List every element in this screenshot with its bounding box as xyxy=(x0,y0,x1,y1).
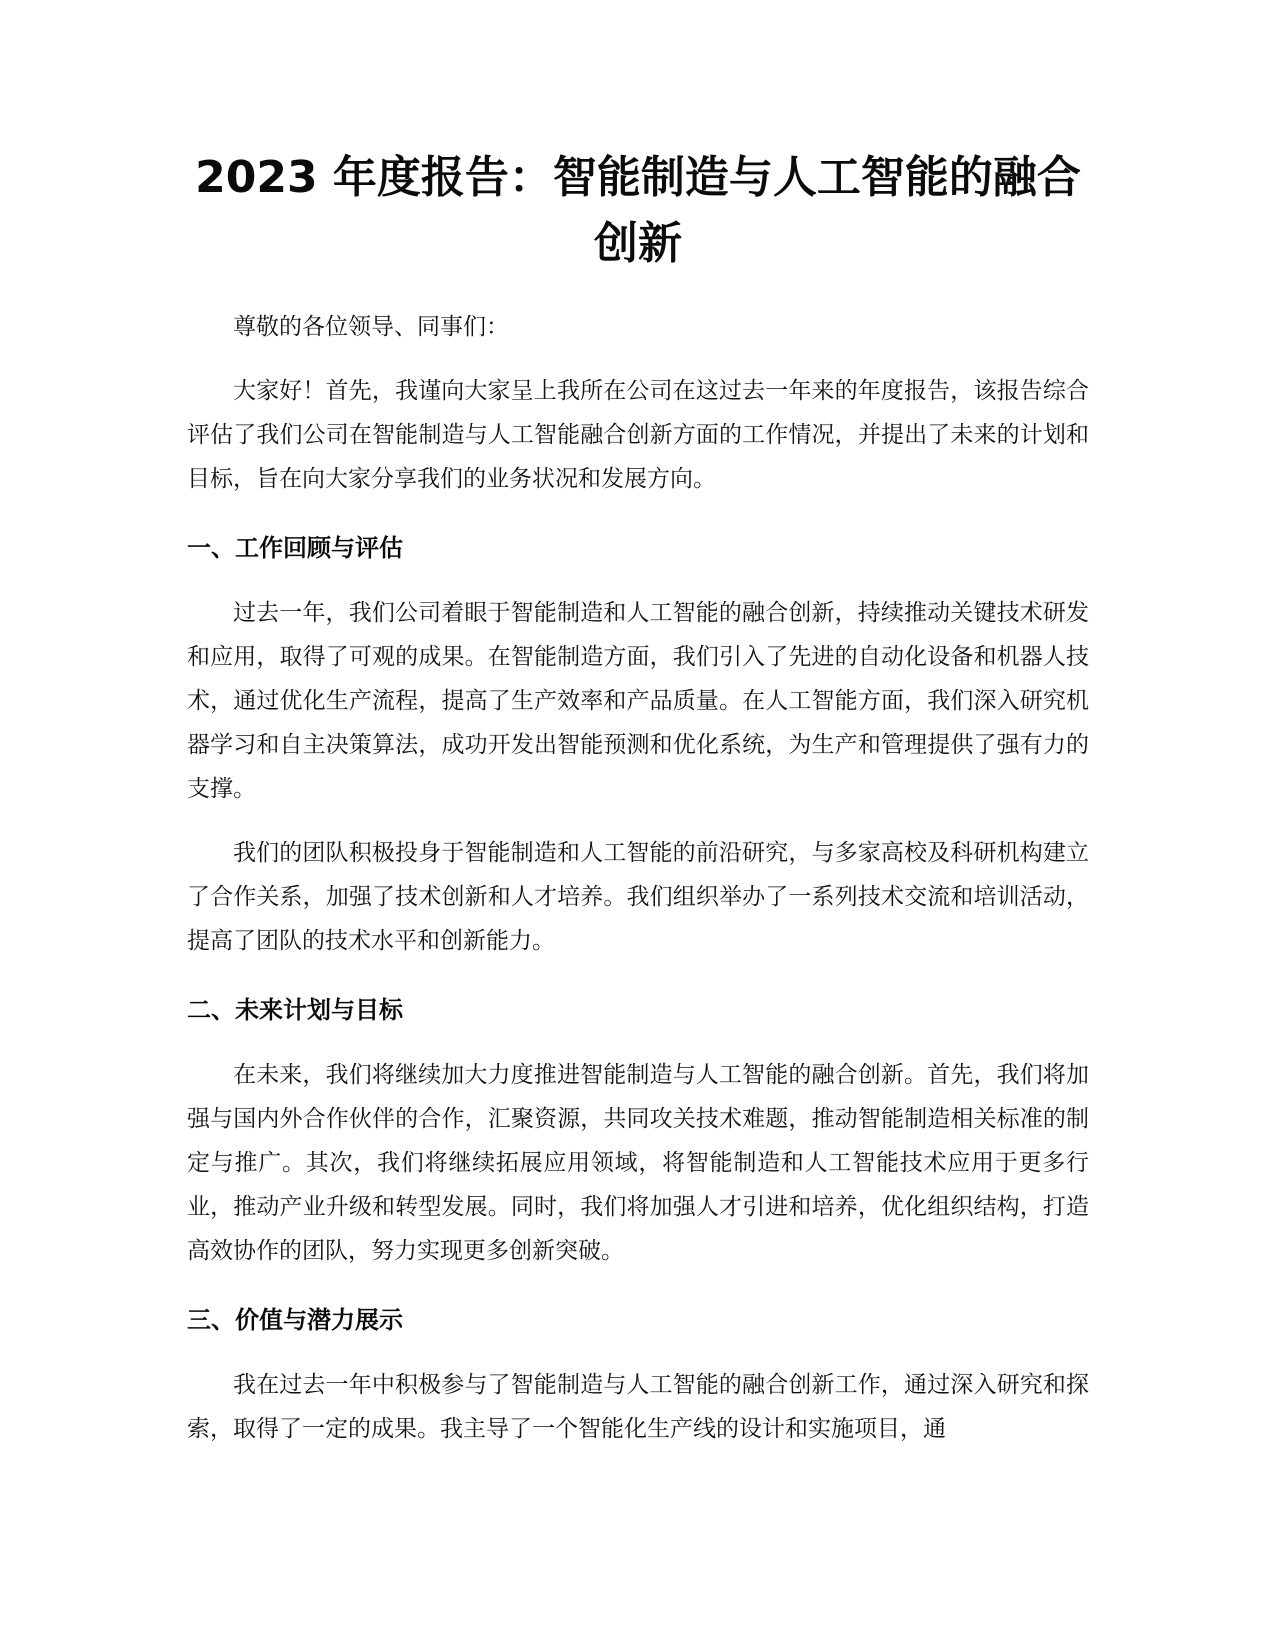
section-heading-value-potential: 三、价值与潜力展示 xyxy=(187,1306,403,1334)
document-title-line-2: 创新 xyxy=(594,218,682,269)
intro-paragraph: 大家好！首先，我谨向大家呈上我所在公司在这过去一年来的年度报告，该报告综合评估了我们公司在智能制造与人工智能融合创新方面的工作情况，并提出了未来的计划和目标，旨在向大家分享我们的业务状况和发展方向。 xyxy=(187,378,1089,492)
future-plans-paragraph: 在未来，我们将继续加大力度推进智能制造与人工智能的融合创新。首先，我们将加强与国内外合作伙伴的合作，汇聚资源，共同攻关技术难题，推动智能制造相关标准的制定与推广。其次，我们将继续拓展应用领域，将智能制造和人工智能技术应用于更多行业，推动产业升级和转型发展。同时，我们将加强人才引进和培养，优化组织结构，打造高效协作的团队，努力实现更多创新突破。 xyxy=(187,1062,1089,1264)
salutation: 尊敬的各位领导、同事们： xyxy=(233,314,509,340)
section-heading-future-plans: 二、未来计划与目标 xyxy=(187,996,403,1024)
document-page xyxy=(187,145,1089,1451)
review-paragraph-1: 过去一年，我们公司着眼于智能制造和人工智能的融合创新，持续推动关键技术研发和应用，取得了可观的成果。在智能制造方面，我们引入了先进的自动化设备和机器人技术，通过优化生产流程，提高了生产效率和产品质量。在人工智能方面，我们深入研究机器学习和自主决策算法，成功开发出智能预测和优化系统，为生产和管理提供了强有力的支撑。 xyxy=(187,600,1089,802)
value-potential-paragraph: 我在过去一年中积极参与了智能制造与人工智能的融合创新工作，通过深入研究和探索，取得了一定的成果。我主导了一个智能化生产线的设计和实施项目，通 xyxy=(187,1372,1089,1442)
review-paragraph-2: 我们的团队积极投身于智能制造和人工智能的前沿研究，与多家高校及科研机构建立了合作关系，加强了技术创新和人才培养。我们组织举办了一系列技术交流和培训活动，提高了团队的技术水平和创新能力。 xyxy=(187,840,1089,954)
document-title-line-1: 2023 年度报告：智能制造与人工智能的融合 xyxy=(195,152,1081,203)
section-heading-review: 一、工作回顾与评估 xyxy=(187,534,403,562)
document-title xyxy=(187,145,1089,277)
